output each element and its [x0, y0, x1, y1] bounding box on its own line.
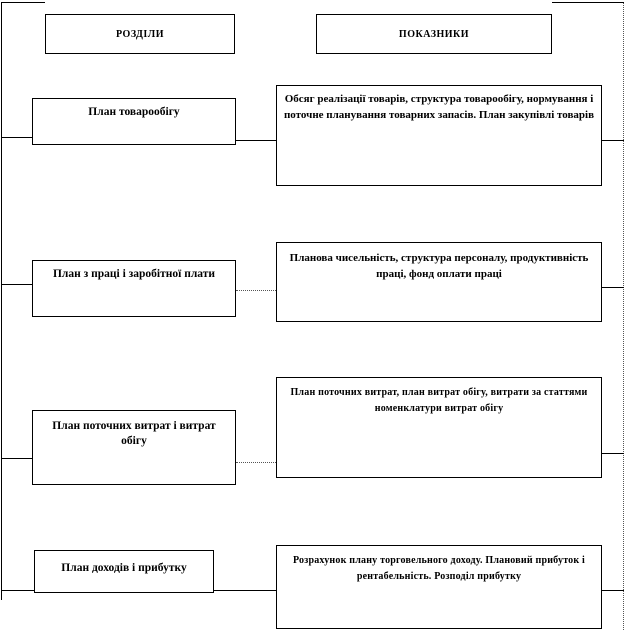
section-label-costs: План поточних витрат і витрат обігу: [52, 420, 216, 447]
indicator-box-income: [276, 545, 602, 629]
row4-left-connector: [1, 590, 34, 591]
indicator-box-labor: [276, 242, 602, 322]
row2-mid-connector: [236, 290, 276, 291]
indicator-text-costs: План поточних витрат, план витрат обігу, витрати за статтями номенклатури витрат обігу: [290, 387, 588, 414]
row1-mid-connector: [236, 140, 276, 141]
row3-left-connector: [1, 458, 32, 459]
row4-mid-connector: [214, 590, 276, 591]
section-label-labor: План з праці і заробітної плати: [52, 268, 216, 280]
row3-mid-connector: [236, 462, 276, 463]
section-label-trade: План товарообігу: [88, 106, 180, 118]
section-box-trade: [32, 98, 236, 145]
right-frame-line: [623, 2, 624, 630]
indicator-text-labor: Планова чисельність, структура персоналу, продуктивність праці, фонд оплати праці: [289, 252, 589, 280]
section-box-labor: [32, 260, 236, 317]
row1-left-connector: [1, 137, 32, 138]
row4-right-connector: [602, 590, 624, 591]
indicator-box-costs: [276, 377, 602, 478]
sections-header-label: РОЗДІЛИ: [116, 28, 164, 40]
row2-right-connector: [602, 287, 624, 288]
row1-right-connector: [602, 140, 624, 141]
top-left-frame-line: [1, 2, 45, 3]
indicators-header-label: ПОКАЗНИКИ: [398, 28, 470, 40]
left-frame-line: [1, 2, 2, 600]
indicators-header: [316, 14, 552, 54]
row3-right-connector: [602, 453, 624, 454]
section-label-income: План доходів і прибутку: [61, 562, 187, 574]
row2-left-connector: [1, 284, 32, 285]
section-box-income: [34, 550, 214, 593]
section-box-costs: [32, 410, 236, 485]
indicator-box-trade: [276, 85, 602, 186]
top-right-frame-line: [552, 2, 624, 3]
indicator-text-income: Розрахунок плану торговельного доходу. Плановий прибуток і рентабельність. Розподіл прибутку: [292, 555, 586, 582]
indicator-text-trade: Обсяг реалізації товарів, структура товарообігу, нормування і поточне планування товарних запасів. План закупівлі товарів: [283, 93, 595, 121]
sections-header: [45, 14, 235, 54]
